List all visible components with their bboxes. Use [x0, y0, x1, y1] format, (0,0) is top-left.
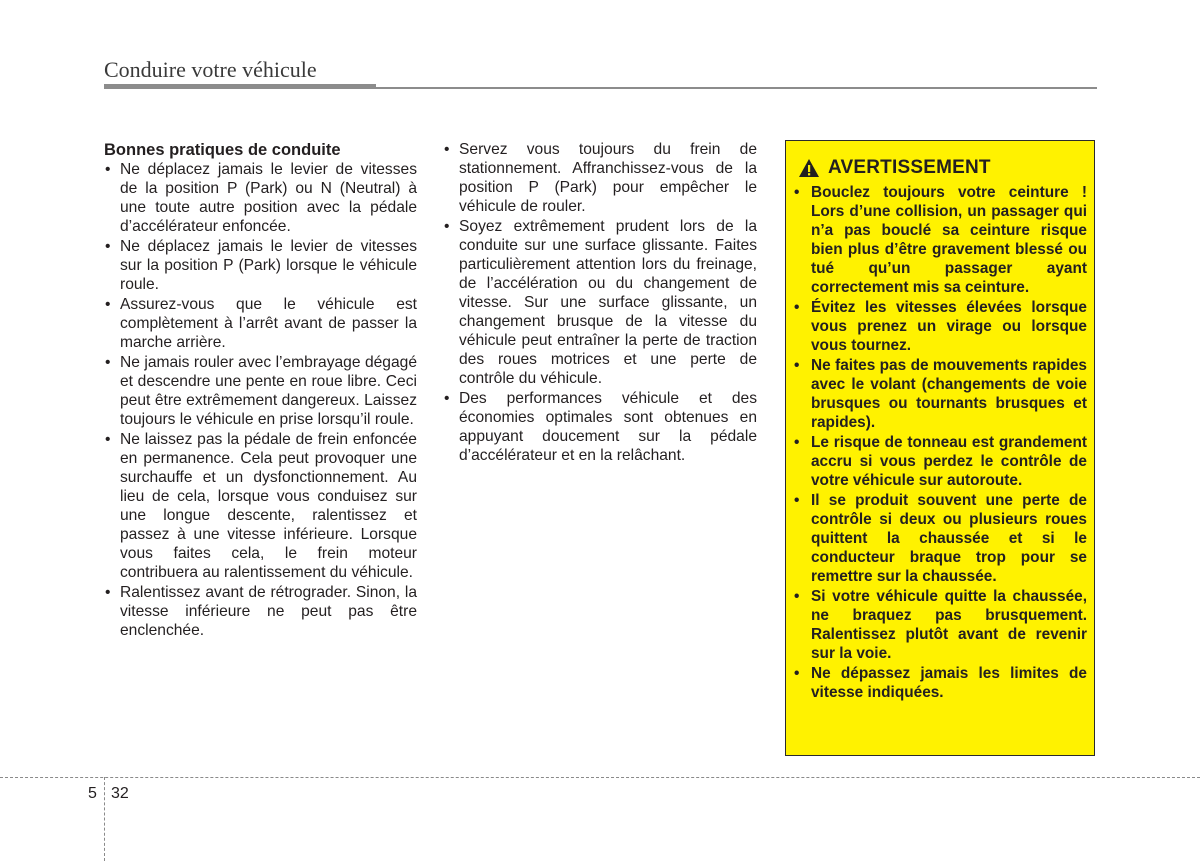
driving-tips-list [104, 160, 417, 640]
warning-item: • Ne dépassez jamais les limites de vitesse indiquées. [793, 664, 1087, 702]
page-header-title: Conduire votre véhicule [104, 57, 317, 82]
warning-list [793, 183, 1087, 702]
warning-title: AVERTISSEMENT [828, 157, 991, 178]
list-item: • Ne déplacez jamais le levier de vitesses de la position P (Park) ou N (Neutral) à une toute autre position avec la pédale d’accélérateur enfoncée. [104, 160, 417, 236]
list-item: • Ralentissez avant de rétrograder. Sinon, la vitesse inférieure ne peut pas être enclenchée. [104, 583, 417, 640]
warning-item: • Évitez les vitesses élevées lorsque vous prenez un virage ou lorsque vous tournez. [793, 298, 1087, 355]
list-item: • Ne laissez pas la pédale de frein enfoncée en permanence. Cela peut provoquer une surchauffe et un dysfonctionnement. Au lieu de cela, lorsque vous conduisez sur une longue descente, ralentissez et passez à une vitesse inférieure. Lorsque vous faites cela, le frein moteur contribuera au ralentissement du véhicule. [104, 430, 417, 582]
warning-item: • Ne faites pas de mouvements rapides avec le volant (changements de voie brusques ou tournants brusques et rapides). [793, 356, 1087, 432]
footer-divider [0, 777, 1200, 778]
warning-list-container [793, 183, 1087, 703]
chapter-number: 5 [88, 785, 97, 802]
section-heading: Bonnes pratiques de conduite [104, 141, 341, 159]
list-item: • Assurez-vous que le véhicule est complètement à l’arrêt avant de passer la marche arrière. [104, 295, 417, 352]
list-item: • Ne déplacez jamais le levier de vitesses sur la position P (Park) lorsque le véhicule roule. [104, 237, 417, 294]
warning-triangle-icon [798, 158, 820, 178]
list-item: • Des performances véhicule et des économies optimales sont obtenues en appuyant doucement sur la pédale d’accélérateur et en la relâchant. [443, 389, 757, 465]
header-rule-thin [376, 87, 1097, 89]
list-item: • Soyez extrêmement prudent lors de la conduite sur une surface glissante. Faites particulièrement attention lors du freinage, de l’accélération ou du changement de vitesse. Sur une surface glissante, un changement brusque de la vitesse du véhicule peut entraîner la perte de traction des roues motrices et une perte de contrôle du véhicule. [443, 217, 757, 388]
header-rule-thick [104, 84, 376, 89]
warning-item: • Bouclez toujours votre ceinture ! Lors d’une collision, un passager qui n’a pas bouclé sa ceinture risque bien plus d’être gravement blessé ou tué qu’un passager ayant correctement mis sa ceinture. [793, 183, 1087, 297]
list-item: • Servez vous toujours du frein de stationnement. Affranchissez-vous de la position P (Park) pour empêcher le véhicule de rouler. [443, 140, 757, 216]
warning-item: • Le risque de tonneau est grandement accru si vous perdez le contrôle de votre véhicule sur autoroute. [793, 433, 1087, 490]
warning-item: • Si votre véhicule quitte la chaussée, ne braquez pas brusquement. Ralentissez plutôt avant de revenir sur la voie. [793, 587, 1087, 663]
warning-box [785, 140, 1095, 756]
page-number: 32 [111, 785, 129, 802]
list-item: • Ne jamais rouler avec l’embrayage dégagé et descendre une pente en roue libre. Ceci peut être extrêmement dangereux. Laissez toujours le véhicule en prise lorsqu’il roule. [104, 353, 417, 429]
column-middle [443, 140, 757, 466]
driving-tips-list-continued [443, 140, 757, 465]
column-left [104, 140, 417, 641]
footer-vertical-divider [104, 777, 105, 861]
warning-header [798, 157, 991, 179]
warning-item: • Il se produit souvent une perte de contrôle si deux ou plusieurs roues quittent la chaussée et si le conducteur braque trop pour se remettre sur la chaussée. [793, 491, 1087, 586]
